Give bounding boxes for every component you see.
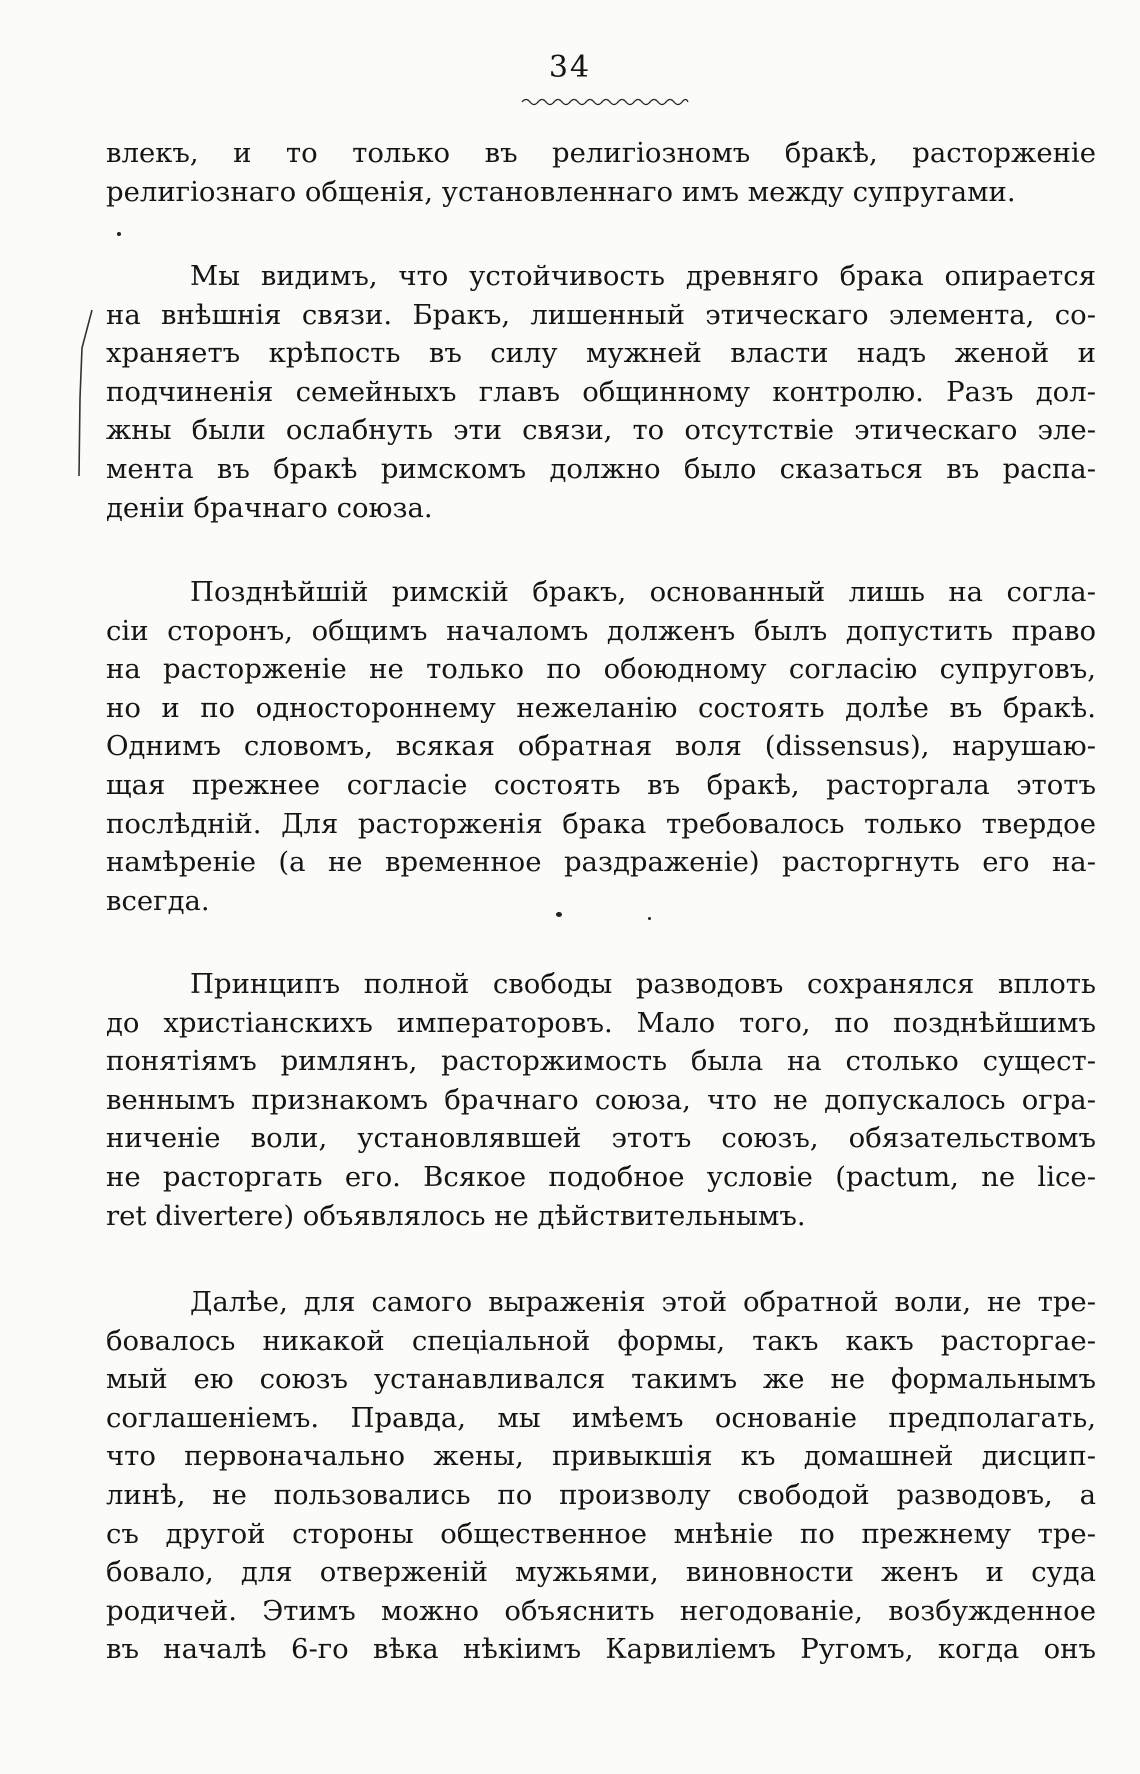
text-line: Принципъ полной свободы разводовъ сохранялся вплоть [190,968,1096,1000]
text-line: бовало, для отверженій мужьями, виновности женъ и суда [106,1556,1096,1589]
paragraph-3 [106,573,1096,920]
text-line: храняетъ крѣпость въ силу мужней власти надъ женой и [106,337,1096,370]
text-line: въ началѣ 6-го вѣка нѣкіимъ Карвиліемъ Ругомъ, когда онъ [106,1633,1096,1666]
text-line: религіознаго общенія, установленнаго имъ между супругами. [106,175,1016,208]
text-line: бовалось никакой спеціальной формы, такъ какъ расторгае- [106,1324,1096,1357]
page-number-ornament [520,96,690,108]
paragraph-4 [106,965,1096,1235]
text-line: всегда. [106,884,210,917]
text-line: мента въ бракѣ римскомъ должно было сказаться въ распа- [106,452,1096,485]
text-line: понятіямъ римлянъ, расторжимость была на столько сущест- [106,1045,1096,1078]
text-line: деніи брачнаго союза. [106,491,433,524]
stray-ink-dot [117,232,121,236]
text-line: сіи сторонъ, общимъ началомъ долженъ былъ допустить право [106,614,1096,647]
text-line: Однимъ словомъ, всякая обратная воля (dissensus), нарушаю- [106,730,1096,763]
text-line: ниченіе воли, установлявшей этотъ союзъ, обязательствомъ [106,1122,1096,1155]
text-line: соглашеніемъ. Правда, мы имѣемъ основаніе предполагать, [106,1401,1096,1434]
page-number: 34 [548,50,592,85]
text-line: родичей. Этимъ можно объяснить негодованіе, возбужденное [106,1594,1096,1627]
text-line: на расторженіе не только по обоюдному согласію супруговъ, [106,653,1096,686]
text-line: Мы видимъ, что устойчивость древняго брака опирается [190,260,1096,292]
text-line: не расторгать его. Всякое подобное условіе (pactum, ne lice- [106,1160,1096,1193]
text-line: послѣдній. Для расторженія брака требовалось только твердое [106,807,1096,840]
text-line: веннымъ признакомъ брачнаго союза, что не допускалось огра- [106,1083,1096,1116]
text-line: намѣреніе (а не временное раздраженіе) расторгнуть его на- [106,846,1096,879]
text-line: съ другой стороны общественное мнѣніе по прежнему тре- [106,1517,1096,1550]
text-line: но и по одностороннему нежеланію состоять долѣе въ бракѣ. [106,691,1096,724]
text-line: Далѣе, для самого выраженія этой обратной воли, не тре- [190,1286,1096,1318]
text-line: на внѣшнія связи. Бракъ, лишенный этическаго элемента, со- [106,298,1096,331]
margin-pencil-mark [68,308,98,478]
text-line: мый ею союзъ устанавливался такимъ же не формальнымъ [106,1363,1096,1396]
text-line: линѣ, не пользовались по произволу свободой разводовъ, а [106,1478,1096,1511]
text-line: влекъ, и то только въ религіозномъ бракѣ, расторженіе [106,137,1096,169]
paragraph-5 [106,1283,1096,1669]
text-line: подчиненія семейныхъ главъ общинному контролю. Разъ дол- [106,375,1096,408]
paragraph-1 [106,134,1096,211]
text-line: до христіанскихъ императоровъ. Мало того, по позднѣйшимъ [106,1006,1096,1039]
text-line: Позднѣйшій римскій бракъ, основанный лишь на согла- [190,576,1096,608]
paragraph-2 [106,257,1096,527]
text-line: что первоначально жены, привыкшія къ домашней дисцип- [106,1440,1096,1473]
text-line: жны были ослабнуть эти связи, то отсутствіе этическаго эле- [106,414,1096,447]
text-line: щая прежнее согласіе состоять въ бракѣ, расторгала этотъ [106,768,1096,801]
text-line: ret divertere) объявлялось не дѣйствительнымъ. [106,1199,806,1232]
